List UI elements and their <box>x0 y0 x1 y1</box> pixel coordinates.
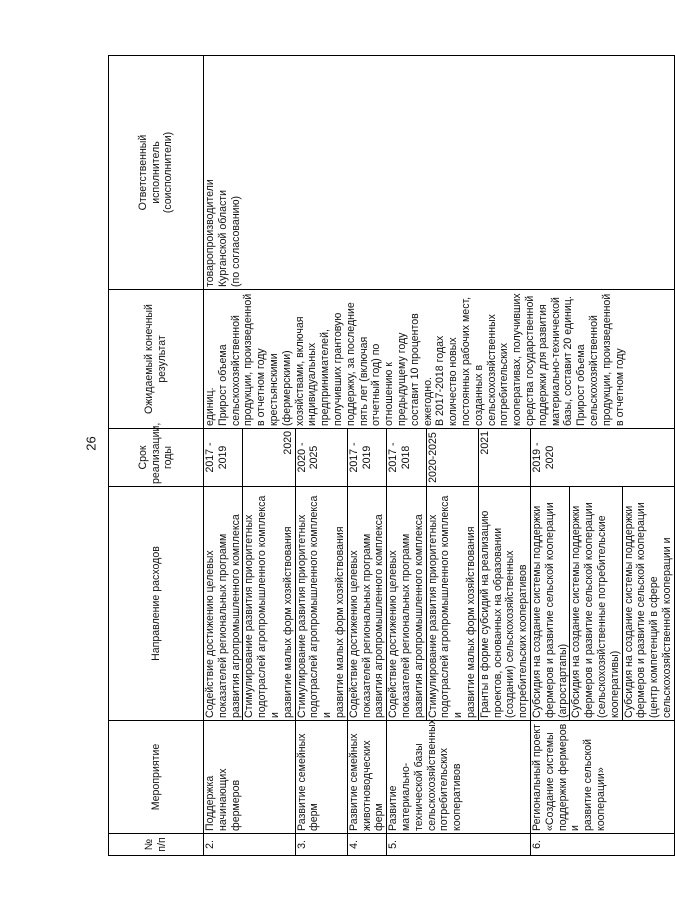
direction-cell: Содействие достижению целевых показателей региональных программ развития агропромышленного комплекса <box>204 487 243 721</box>
direction-cell: Содействие достижению целевых показателей региональных программ развития агропромышленного комплекса <box>347 487 386 721</box>
direction-cell: Стимулирование развития приоритетных подотраслей агропромышленного комплекса и развитие малых форм хозяйствования <box>426 487 478 721</box>
row-number: 2. <box>204 834 296 856</box>
direction-cell: Субсидия на создание системы поддержки фермеров и развитие сельской кооперации (сельскохозяйственные потребительские кооперативы) <box>570 487 622 721</box>
period-cell: 2020-2025 <box>426 429 478 487</box>
event-cell: Региональный проект «Создание системы поддержки фермеров и развитие сельской кооперации» <box>530 721 674 834</box>
direction-cell: Субсидия на создание системы поддержки фермеров и развитие сельской кооперации (агростартапы) <box>530 487 569 721</box>
table-header-row <box>109 56 204 856</box>
header-direction: Направление расходов <box>109 487 204 721</box>
direction-cell: Стимулирование развития приоритетных подотраслей агропромышленного комплекса и развитие малых форм хозяйствования <box>295 487 347 721</box>
event-cell: Поддержка начинающих фермеров <box>204 721 296 834</box>
header-result: Ожидаемый конечный результат <box>109 290 204 429</box>
direction-cell: Гранты в форме субсидий на реализацию проектов, основанных на образовании (создании) сельскохозяйственных потребительских кооперативов <box>478 487 530 721</box>
event-cell: Развитие семейных животноводческих ферм <box>347 721 386 834</box>
event-cell: Развитие семейных ферм <box>295 721 347 834</box>
period-cell: 2017 - 2019 <box>204 429 243 487</box>
row-number: 4. <box>347 834 386 856</box>
period-cell: 2021 <box>478 429 530 487</box>
period-cell: 2020 - 2025 <box>295 429 347 487</box>
direction-cell: Субсидия на создание системы поддержки фермеров и развитие сельской кооперации (центр компетенций в сфере сельскохозяйственной кооперации и <box>622 487 674 721</box>
period-cell: 2017 - 2018 <box>387 429 426 487</box>
row-number: 6. <box>530 834 674 856</box>
event-cell: Развитие материально- технической базы сельскохозяйственных потребительских кооперативов <box>387 721 531 834</box>
period-cell: 2019 - 2020 <box>530 429 674 487</box>
page-number: 26 <box>83 436 99 451</box>
table-row <box>204 56 243 856</box>
period-cell: 2020 <box>243 429 295 487</box>
direction-cell: Стимулирование развития приоритетных подотраслей агропромышленного комплекса и развитие малых форм хозяйствования <box>243 487 295 721</box>
rotated-table-container <box>108 56 673 856</box>
result-cell: единиц. Прирост объема сельскохозяйственной продукции, произведенной в отчетном году крестьянскими (фермерскими) хозяйствами, включая индивидуальных предпринимателей, получивших грантовую поддержку, за последние пять лет (включая отчетный год) по отношению к предыдущему году составит 10 процентов ежегодно. В 2017-2018 годах количество новых постоянных рабочих мест, созданных в сельскохозяйственных потребительских кооперативах, получивших средства государственной поддержки для развития материально-технической базы, составит 20 единиц. Прирост объема сельскохозяйственной продукции, произведенной в отчетном году <box>204 290 675 429</box>
events-table <box>108 55 675 856</box>
header-num: № п/п <box>109 834 204 856</box>
row-number: 5. <box>387 834 531 856</box>
direction-cell: Содействие достижению целевых показателей региональных программ развития агропромышленного комплекса <box>387 487 426 721</box>
header-executor: Ответственный исполнитель (соисполнители) <box>109 56 204 290</box>
row-number: 3. <box>295 834 347 856</box>
header-period: Срок реализации, годы <box>109 429 204 487</box>
header-event: Мероприятие <box>109 721 204 834</box>
executor-cell: товаропроизводители Курганской области (по согласованию) <box>204 56 675 290</box>
period-cell: 2017 - 2019 <box>347 429 386 487</box>
